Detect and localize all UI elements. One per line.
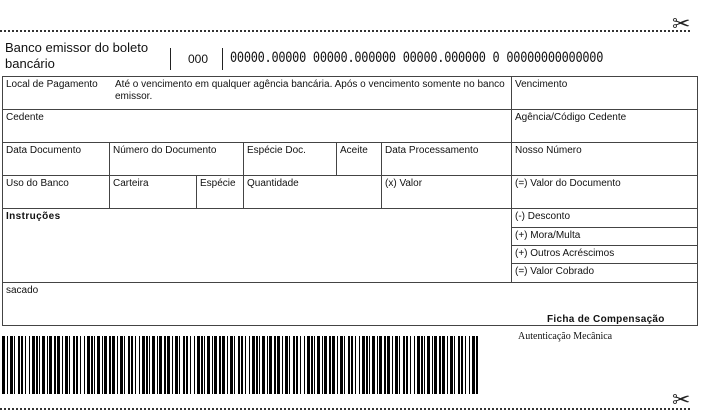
data-processamento-label: Data Processamento <box>385 145 479 156</box>
instrucoes-label: Instruções <box>6 211 61 222</box>
data-documento-label: Data Documento <box>6 145 82 156</box>
top-cut-line <box>0 30 690 32</box>
especie-label: Espécie <box>200 178 236 189</box>
bank-code: 000 <box>187 52 209 66</box>
instrucoes-cell <box>2 208 512 283</box>
header-separator <box>170 48 171 70</box>
ficha-compensacao-label: Ficha de Compensação <box>547 314 665 325</box>
bank-name: Banco emissor do boleto bancário <box>5 40 149 71</box>
local-pagamento-cell <box>2 76 512 110</box>
outros-acrescimos-cell <box>511 245 698 264</box>
digitable-line: 00000.00000 00000.000000 00000.000000 0 00000000000000 <box>230 50 604 66</box>
outros-acrescimos-label: (+) Outros Acréscimos <box>515 248 615 259</box>
sacado-label: sacado <box>6 285 39 296</box>
carteira-label: Carteira <box>113 178 149 189</box>
carteira-cell <box>109 175 197 209</box>
valor-cell <box>381 175 512 209</box>
autenticacao-mecanica-label: Autenticação Mecânica <box>518 331 613 342</box>
mora-multa-label: (+) Mora/Multa <box>515 230 581 241</box>
valor-label: (x) Valor <box>385 178 423 189</box>
especie-cell <box>196 175 244 209</box>
cedente-cell <box>2 109 512 143</box>
scissors-icon: ✂ <box>672 388 691 413</box>
agencia-codigo-cedente-label: Agência/Código Cedente <box>515 112 627 123</box>
agencia-cell <box>511 109 698 143</box>
aceite-label: Aceite <box>340 145 368 156</box>
quantidade-label: Quantidade <box>247 178 299 189</box>
data-processamento-cell <box>381 142 512 176</box>
scissors-icon: ✂ <box>672 12 691 37</box>
local-pagamento-label: Local de Pagamento <box>6 79 98 90</box>
numero-documento-label: Número do Documento <box>113 145 217 156</box>
cedente-label: Cedente <box>6 112 44 123</box>
vencimento-cell <box>511 76 698 110</box>
especie-doc-label: Espécie Doc. <box>247 145 306 156</box>
uso-do-banco-label: Uso do Banco <box>6 178 69 189</box>
valor-documento-cell <box>511 175 698 209</box>
valor-cobrado-cell <box>511 263 698 283</box>
especie-doc-cell <box>243 142 337 176</box>
desconto-label: (-) Desconto <box>515 211 571 222</box>
desconto-cell <box>511 208 698 228</box>
vencimento-label: Vencimento <box>515 79 568 90</box>
bottom-cut-line <box>0 408 690 410</box>
local-pagamento-text: Até o vencimento em qualquer agência bancária. Após o vencimento somente no banco emissor. <box>115 79 505 102</box>
numero-documento-cell <box>109 142 244 176</box>
mora-multa-cell <box>511 227 698 246</box>
boleto-grid <box>2 76 698 326</box>
nosso-numero-label: Nosso Número <box>515 145 582 156</box>
header-separator <box>222 48 223 70</box>
valor-documento-label: (=) Valor do Documento <box>515 178 621 189</box>
quantidade-cell <box>243 175 382 209</box>
nosso-numero-cell <box>511 142 698 176</box>
valor-cobrado-label: (=) Valor Cobrado <box>515 266 595 277</box>
barcode <box>2 336 480 394</box>
data-documento-cell <box>2 142 110 176</box>
uso-do-banco-cell <box>2 175 110 209</box>
aceite-cell <box>336 142 382 176</box>
boleto-header <box>0 36 700 76</box>
